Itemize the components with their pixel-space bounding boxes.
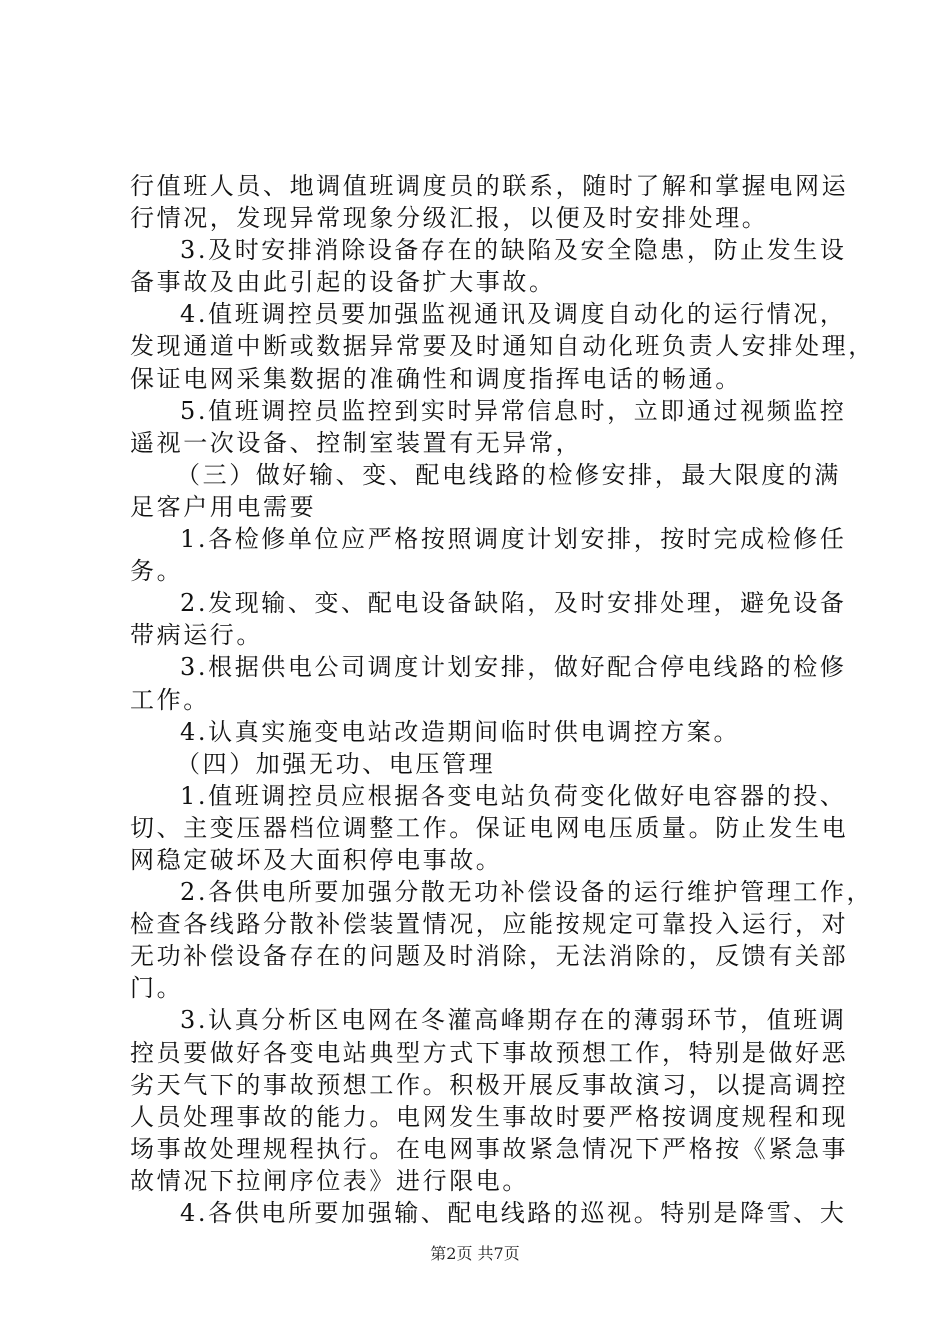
text-line: 务。: [130, 557, 184, 586]
text-line: 带病运行。: [130, 621, 263, 650]
document-body: [130, 170, 875, 1229]
text-line: 2.各供电所要加强分散无功补偿设备的运行维护管理工作，: [180, 878, 874, 907]
text-line: 人员处理事故的能力。电网发生事故时要严格按调度规程和现: [130, 1102, 849, 1131]
text-line: 控员要做好各变电站典型方式下事故预想工作，特别是做好恶: [130, 1038, 849, 1067]
text-line: 场事故处理规程执行。在电网事故紧急情况下严格按《紧急事: [130, 1134, 849, 1163]
text-line: 4.值班调控员要加强监视通讯及调度自动化的运行情况，: [180, 300, 847, 329]
text-line: 备事故及由此引起的设备扩大事故。: [130, 268, 556, 297]
text-line: 故情况下拉闸序位表》进行限电。: [130, 1166, 529, 1195]
text-line: 3.及时安排消除设备存在的缺陷及安全隐患，防止发生设: [180, 236, 847, 265]
text-line: 行情况，发现异常现象分级汇报，以便及时安排处理。: [130, 204, 769, 233]
section-heading: 足客户用电需要: [130, 492, 317, 521]
text-line: 遥视一次设备、控制室装置有无异常，: [130, 428, 583, 457]
text-line: 4.各供电所要加强输、配电线路的巡视。特别是降雪、大: [180, 1199, 847, 1227]
text-line: 3.认真分析区电网在冬灌高峰期存在的薄弱环节，值班调: [180, 1006, 847, 1035]
text-line: 5.值班调控员监控到实时异常信息时，立即通过视频监控: [180, 396, 847, 425]
text-line: 发现通道中断或数据异常要及时通知自动化班负责人安排处理，: [130, 332, 875, 361]
text-line: 3.根据供电公司调度计划安排，做好配合停电线路的检修: [180, 653, 847, 682]
text-line: 检查各线路分散补偿装置情况，应能按规定可靠投入运行，对: [130, 910, 849, 939]
text-line: 1.各检修单位应严格按照调度计划安排，按时完成检修任: [180, 525, 847, 554]
text-line: 劣天气下的事故预想工作。积极开展反事故演习，以提高调控: [130, 1070, 849, 1099]
text-line: 门。: [130, 974, 184, 1003]
text-line: 工作。: [130, 685, 210, 714]
text-line: 1.值班调控员应根据各变电站负荷变化做好电容器的投、: [180, 781, 847, 810]
section-heading: （四）加强无功、电压管理: [176, 749, 496, 778]
text-line: 行值班人员、地调值班调度员的联系，随时了解和掌握电网运: [130, 172, 849, 200]
text-line: 切、主变压器档位调整工作。保证电网电压质量。防止发生电: [130, 813, 849, 842]
text-line: 保证电网采集数据的准确性和调度指挥电话的畅通。: [130, 364, 742, 393]
text-line: 网稳定破坏及大面积停电事故。: [130, 845, 503, 874]
text-line: 无功补偿设备存在的问题及时消除，无法消除的，反馈有关部: [130, 942, 849, 971]
section-heading: （三）做好输、变、配电线路的检修安排，最大限度的满: [176, 460, 841, 489]
text-line: 2.发现输、变、配电设备缺陷，及时安排处理，避免设备: [180, 589, 847, 618]
page-number-footer: 第2页 共7页: [430, 1244, 520, 1263]
text-line: 4.认真实施变电站改造期间临时供电调控方案。: [180, 717, 741, 746]
